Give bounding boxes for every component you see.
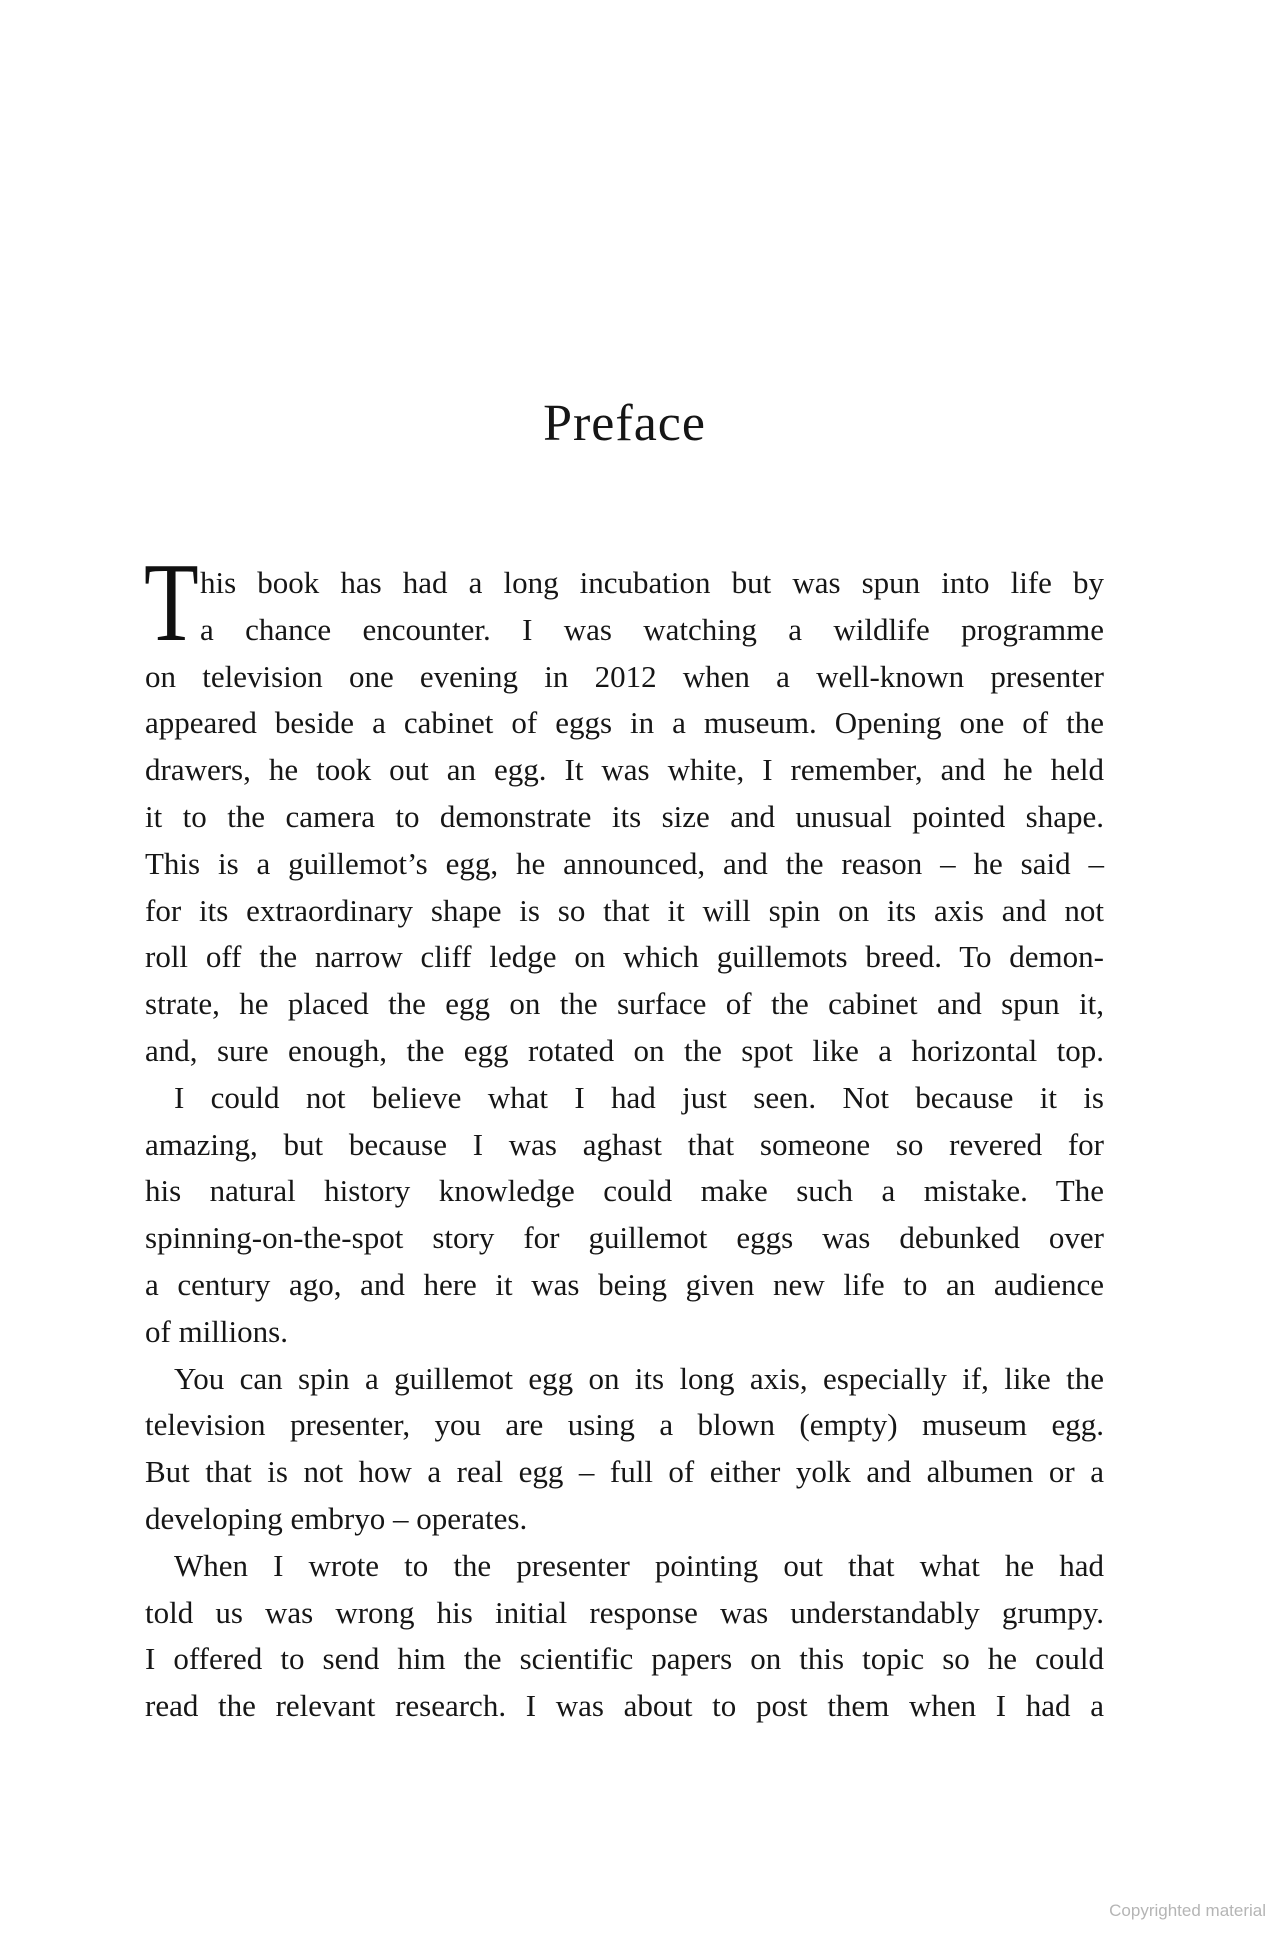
text-line-p3-l4: developing embryo – operates.: [145, 1500, 528, 1536]
drop-cap: T: [144, 541, 199, 665]
text-line-p2-l4: spinning-on-the-spot story for guillemot eggs was debunked over: [145, 1220, 1104, 1256]
text-line-p1-l6: it to the camera to demonstrate its size and unusual pointed shape.: [145, 798, 1104, 834]
copyright-notice: Copyrighted material: [1109, 1901, 1266, 1920]
text-line-p4-l3: I offered to send him the scientific papers on this topic so he could: [145, 1641, 1104, 1677]
text-line-p3-l2: television presenter, you are using a blown (empty) museum egg.: [145, 1407, 1104, 1443]
text-line-p1-l5: drawers, he took out an egg. It was white, I remember, and he held: [145, 752, 1104, 788]
text-line-p3-l1: You can spin a guillemot egg on its long axis, especially if, like the: [174, 1360, 1104, 1396]
body-text: [145, 560, 1104, 1730]
text-line-p1-l2: a chance encounter. I was watching a wildlife programme: [200, 611, 1104, 647]
text-line-p1-l1: his book has had a long incubation but was spun into life by: [200, 565, 1104, 600]
text-line-p2-l6: of millions.: [145, 1313, 288, 1349]
text-line-p3-l3: But that is not how a real egg – full of either yolk and albumen or a: [145, 1454, 1104, 1490]
page-title: Preface: [543, 395, 706, 452]
text-line-p4-l1: When I wrote to the presenter pointing out that what he had: [174, 1547, 1104, 1583]
text-line-p4-l4: read the relevant research. I was about to post them when I had a: [145, 1688, 1104, 1724]
text-line-p1-l10: strate, he placed the egg on the surface of the cabinet and spun it,: [145, 986, 1104, 1022]
text-line-p1-l3: on television one evening in 2012 when a well-known presenter: [145, 658, 1104, 694]
text-line-p2-l2: amazing, but because I was aghast that someone so revered for: [145, 1126, 1104, 1162]
text-line-p1-l8: for its extraordinary shape is so that it will spin on its axis and not: [145, 892, 1104, 928]
text-line-p2-l5: a century ago, and here it was being given new life to an audience: [145, 1266, 1104, 1302]
text-line-p1-l7: This is a guillemot’s egg, he announced, and the reason – he said –: [145, 845, 1104, 881]
text-line-p2-l3: his natural history knowledge could make such a mistake. The: [145, 1173, 1104, 1209]
text-line-p1-l4: appeared beside a cabinet of eggs in a museum. Opening one of the: [145, 705, 1104, 741]
text-line-p1-l11: and, sure enough, the egg rotated on the spot like a horizontal top.: [145, 1032, 1104, 1068]
text-line-p2-l1: I could not believe what I had just seen. Not because it is: [174, 1079, 1104, 1115]
text-line-p4-l2: told us was wrong his initial response was understandably grumpy.: [145, 1594, 1104, 1630]
text-line-p1-l9: roll off the narrow cliff ledge on which guillemots breed. To demon-: [145, 939, 1104, 975]
